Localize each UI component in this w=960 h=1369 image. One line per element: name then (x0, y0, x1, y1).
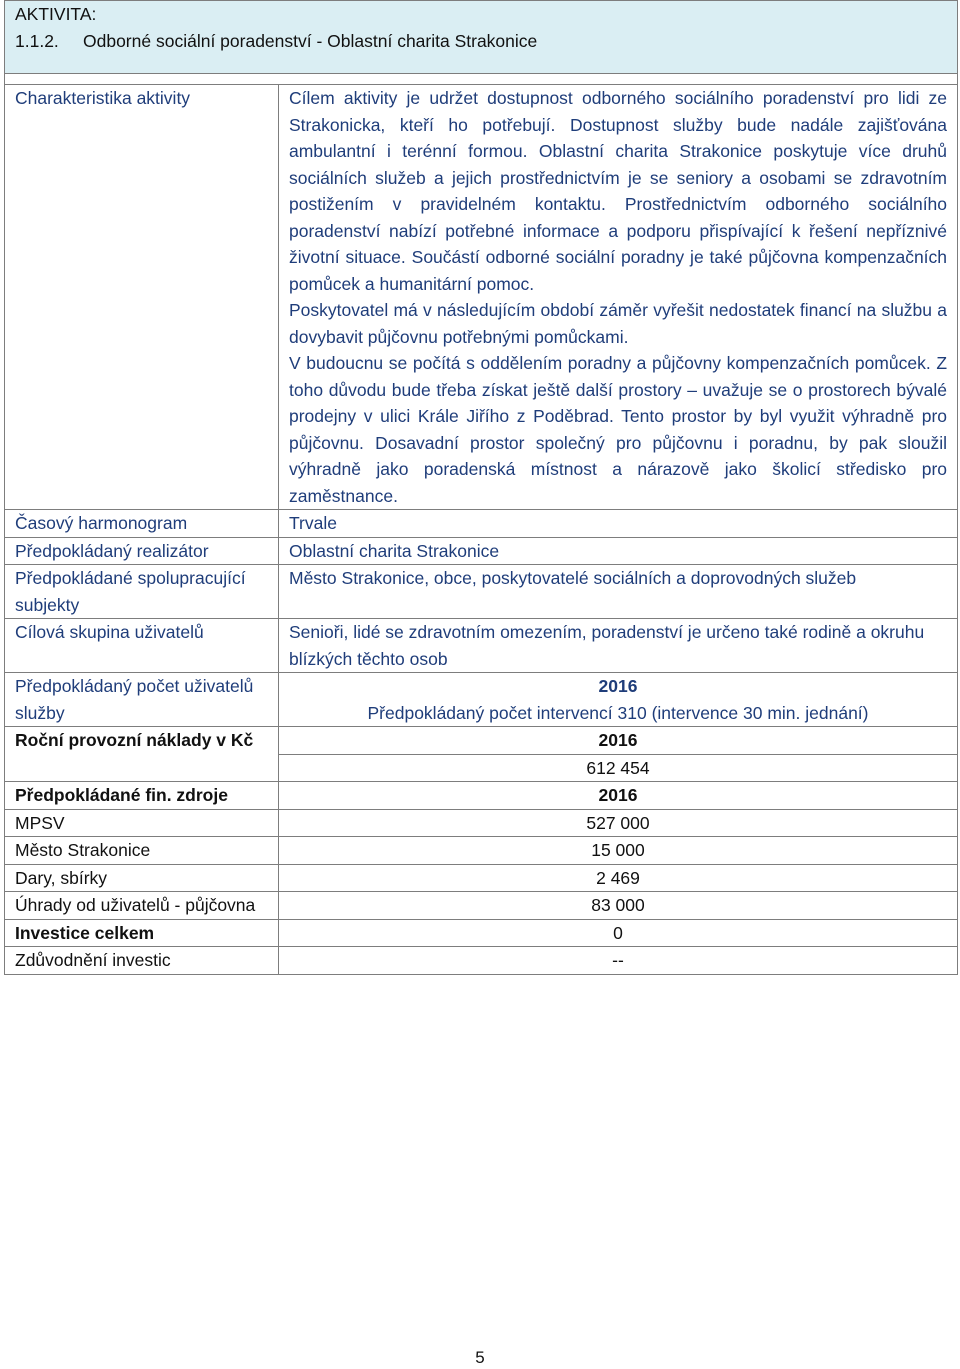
implementer-value: Oblastní charita Strakonice (279, 537, 958, 565)
characteristic-paragraph: Poskytovatel má v následujícím období záměr vyřešit nedostatek financí na službu a dovybavit půjčovnu potřebnými pomůckami. (289, 300, 948, 347)
funding-source-label: MPSV (5, 809, 279, 837)
row-target-group (5, 619, 958, 673)
row-annual-costs (5, 727, 958, 755)
characteristic-paragraph: Cílem aktivity je udržet dostupnost odborného sociálního poradenství pro lidi ze Strakonicka, kteří ho potřebují. Dostupnost služby bude nadále zajišťována ambulantní i terénní formou. Oblastní charita Strakonice poskytuje více druhů sociálních služeb a jejich prostřednictvím je se seniory a osobami se zdravotním postižením v pravidelném kontaktu. Prostřednictvím odborného sociálního poradenství nabízí potřebné informace a podporu přispívající k řešení nepříznivé životní situace. Součástí odborné sociální poradny je také půjčovna kompenzačních pomůcek a humanitární pomoc. (289, 88, 948, 294)
investment-total-value: 0 (279, 919, 958, 947)
characteristic-paragraph: V budoucnu se počítá s oddělením poradny a půjčovny kompenzačních pomůcek. Z toho důvodu bude třeba získat ještě další prostory – uvažuje se o prostorech bývalé prodejny v ulici Krále Jiřího z Poděbrad. Tento prostor by byl využit výhradně pro půjčovnu. Dosavadní prostor společný pro půjčovnu i poradnu, by pak sloužil výhradně jako poradenská místnost a nárazově jako školicí středisko pro zaměstnance. (289, 353, 948, 506)
users-count-label: Předpokládaný počet uživatelů služby (5, 673, 279, 727)
funding-row (5, 892, 958, 920)
funding-row (5, 837, 958, 865)
row-users-count (5, 673, 958, 727)
target-group-value: Senioři, lidé se zdravotním omezením, poradenství je určeno také rodině a okruhu blízkých těchto osob (279, 619, 958, 673)
funding-source-value: 2 469 (279, 864, 958, 892)
investment-reason-label: Zdůvodnění investic (5, 947, 279, 975)
target-group-label: Cílová skupina uživatelů (5, 619, 279, 673)
document-sheet (4, 0, 957, 975)
schedule-value: Trvale (279, 510, 958, 538)
funding-source-label: Dary, sbírky (5, 864, 279, 892)
annual-costs-value: 612 454 (279, 754, 958, 782)
row-partners (5, 565, 958, 619)
funding-source-label: Úhrady od uživatelů - půjčovna (5, 892, 279, 920)
funding-row (5, 809, 958, 837)
activity-title-line (15, 28, 947, 55)
annual-costs-year: 2016 (279, 727, 958, 755)
row-schedule (5, 510, 958, 538)
schedule-label: Časový harmonogram (5, 510, 279, 538)
row-implementer (5, 537, 958, 565)
implementer-label: Předpokládaný realizátor (5, 537, 279, 565)
annual-costs-label: Roční provozní náklady v Kč (5, 727, 279, 782)
activity-table (4, 0, 958, 975)
row-characteristic (5, 85, 958, 510)
characteristic-label: Charakteristika aktivity (5, 85, 279, 510)
header-row (5, 1, 958, 74)
funding-row (5, 864, 958, 892)
page-number: 5 (475, 1348, 485, 1367)
activity-header (5, 1, 958, 74)
investment-reason-value: -- (279, 947, 958, 975)
funding-source-label: Město Strakonice (5, 837, 279, 865)
funding-source-value: 527 000 (279, 809, 958, 837)
partners-value: Město Strakonice, obce, poskytovatelé sociálních a doprovodných služeb (279, 565, 958, 619)
funding-source-value: 83 000 (279, 892, 958, 920)
funding-source-value: 15 000 (279, 837, 958, 865)
activity-title: Odborné sociální poradenství - Oblastní charita Strakonice (83, 30, 538, 51)
partners-label: Předpokládané spolupracující subjekty (5, 565, 279, 619)
row-investment-total (5, 919, 958, 947)
users-count-value: Předpokládaný počet intervencí 310 (intervence 30 min. jednání) (367, 702, 869, 723)
users-count-cell (279, 673, 958, 727)
users-count-year: 2016 (598, 676, 638, 696)
funding-label: Předpokládané fin. zdroje (5, 782, 279, 810)
characteristic-text (279, 85, 958, 510)
spacer-row (5, 74, 958, 85)
activity-label: AKTIVITA: (15, 4, 97, 24)
activity-number: 1.1.2. (15, 30, 59, 51)
funding-year: 2016 (279, 782, 958, 810)
row-funding-header (5, 782, 958, 810)
row-investment-reason (5, 947, 958, 975)
investment-total-label: Investice celkem (5, 919, 279, 947)
